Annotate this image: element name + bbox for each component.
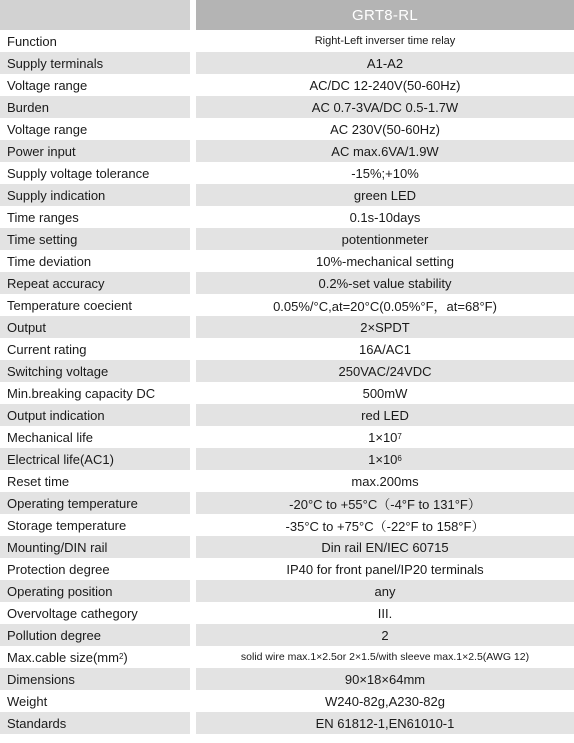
spec-value-text: 16A/AC1 (358, 341, 412, 357)
spec-value-text: max.200ms (351, 473, 419, 489)
table-row (0, 646, 574, 668)
table-row (0, 668, 574, 690)
spec-value (196, 184, 574, 206)
spec-label-text: Storage temperature (7, 517, 127, 533)
spec-value (196, 118, 574, 140)
spec-value-text: 90×18×64mm (344, 671, 426, 687)
spec-value-text: 0.2%-set value stability (318, 275, 452, 291)
spec-value (196, 514, 574, 536)
spec-label-text: Operating position (7, 583, 113, 599)
spec-value (196, 360, 574, 382)
spec-value (196, 30, 574, 52)
spec-value (196, 580, 574, 602)
table-row (0, 250, 574, 272)
spec-label-text: Mechanical life (7, 429, 93, 445)
table-row (0, 404, 574, 426)
spec-label-text: Output indication (7, 407, 105, 423)
spec-label-text: Min.breaking capacity DC (7, 385, 156, 401)
spec-value (196, 382, 574, 404)
spec-value-text: AC 0.7-3VA/DC 0.5-1.7W (311, 99, 459, 115)
spec-value (196, 602, 574, 624)
spec-value (196, 624, 574, 646)
spec-label-text: Electrical life(AC1) (7, 451, 114, 467)
spec-label (0, 536, 190, 558)
spec-label (0, 118, 190, 140)
table-row (0, 96, 574, 118)
spec-label-text: Standards (7, 715, 67, 731)
spec-label-text: Supply indication (7, 187, 106, 203)
spec-label-text: Burden (7, 99, 49, 115)
spec-label (0, 52, 190, 74)
spec-label-text: Power input (7, 143, 76, 159)
spec-label-tail: ) (123, 649, 128, 665)
spec-value-text: Right-Left inverser time relay (314, 35, 456, 47)
spec-label (0, 184, 190, 206)
spec-value-text: potentionmeter (341, 231, 429, 247)
spec-label-text: Reset time (7, 473, 70, 489)
spec-label-text: Voltage range (7, 121, 88, 137)
spec-value: 1×10 6 (196, 448, 574, 470)
spec-label-text: Repeat accuracy (7, 275, 105, 291)
spec-value-text: 500mW (362, 385, 408, 401)
spec-value-text: 2×SPDT (360, 319, 410, 335)
spec-label (0, 162, 190, 184)
spec-value-text: -15%;+10% (351, 165, 419, 181)
spec-label-text: Pollution degree (7, 627, 101, 643)
spec-value-text: 1×10 (368, 429, 398, 445)
spec-label (0, 338, 190, 360)
spec-value-text: W240-82g,A230-82g (325, 693, 445, 709)
spec-value (196, 338, 574, 360)
spec-value (196, 140, 574, 162)
table-row (0, 316, 574, 338)
table-row (0, 360, 574, 382)
spec-value (196, 646, 574, 668)
spec-label-text: Voltage range (7, 77, 88, 93)
spec-value-text: AC/DC 12-240V(50-60Hz) (309, 77, 461, 93)
header-blank-cell (0, 0, 190, 30)
spec-value (196, 74, 574, 96)
spec-value (196, 52, 574, 74)
spec-value (196, 668, 574, 690)
table-row (0, 470, 574, 492)
spec-label (0, 140, 190, 162)
table-row (0, 74, 574, 96)
spec-value (196, 294, 574, 316)
spec-value (196, 316, 574, 338)
table-row (0, 558, 574, 580)
table-row (0, 426, 574, 448)
table-row (0, 338, 574, 360)
table-row (0, 690, 574, 712)
spec-rows (0, 30, 574, 734)
spec-value-text: 10%-mechanical setting (315, 253, 455, 269)
table-row (0, 536, 574, 558)
spec-value (196, 470, 574, 492)
table-row (0, 294, 574, 316)
table-row (0, 52, 574, 74)
table-row (0, 228, 574, 250)
table-row (0, 712, 574, 734)
table-row (0, 140, 574, 162)
spec-value (196, 712, 574, 734)
spec-label (0, 74, 190, 96)
spec-value-text: 1×10 (368, 451, 398, 467)
table-row (0, 30, 574, 52)
spec-label-text: Current rating (7, 341, 87, 357)
spec-value: 1×10 7 (368, 429, 402, 445)
table-row (0, 602, 574, 624)
spec-value (196, 96, 574, 118)
spec-label: Max.cable size(mm 2 ) (7, 649, 128, 665)
spec-label-text: Temperature coecient (7, 297, 133, 313)
spec-value-text: -20°C to +55°C（-4°F to 131°F） (289, 496, 481, 512)
spec-value (196, 492, 574, 514)
spec-label (0, 96, 190, 118)
spec-label (0, 624, 190, 646)
spec-value-text: 0.1s-10days (349, 209, 421, 225)
spec-value (196, 206, 574, 228)
spec-value (196, 162, 574, 184)
spec-value (196, 536, 574, 558)
spec-label (0, 30, 190, 52)
spec-label-text: Operating temperature (7, 495, 138, 511)
spec-label (0, 470, 190, 492)
spec-label-text: Function (7, 33, 57, 49)
spec-value-text: 0.05%/°C,at=20°C(0.05%°F，at=68°F) (273, 298, 497, 314)
model-title: GRT8-RL (196, 0, 574, 30)
table-row (0, 514, 574, 536)
spec-label (0, 558, 190, 580)
spec-value-text: red LED (361, 407, 409, 423)
table-row (0, 624, 574, 646)
spec-value-text: AC 230V(50-60Hz) (330, 121, 440, 137)
table-row (0, 580, 574, 602)
spec-label (0, 492, 190, 514)
spec-label (0, 206, 190, 228)
table-row (0, 448, 574, 470)
spec-value-text: -35°C to +75°C（-22°F to 158°F） (285, 518, 485, 534)
spec-value-text: any (374, 583, 396, 599)
spec-label (0, 294, 190, 316)
spec-label (0, 250, 190, 272)
spec-value-text: AC max.6VA/1.9W (331, 143, 439, 159)
spec-label (0, 316, 190, 338)
spec-value-text: EN 61812-1,EN61010-1 (315, 715, 455, 731)
spec-label-text: Output (7, 319, 47, 335)
table-row (0, 162, 574, 184)
spec-label-text: Supply terminals (7, 55, 104, 71)
spec-label (0, 426, 190, 448)
spec-label (0, 668, 190, 690)
spec-label-text: Overvoltage cathegory (7, 605, 138, 621)
spec-label (0, 404, 190, 426)
spec-label-text: Max.cable size(mm (7, 649, 119, 665)
spec-value-text: IP40 for front panel/IP20 terminals (286, 561, 484, 577)
spec-value (196, 404, 574, 426)
spec-label (0, 228, 190, 250)
spec-label-text: Weight (7, 693, 48, 709)
spec-value (196, 228, 574, 250)
table-row (0, 118, 574, 140)
spec-value (196, 690, 574, 712)
spec-value (196, 272, 574, 294)
table-row (0, 382, 574, 404)
spec-value-text: solid wire max.1×2.5or 2×1.5/with sleeve max.1×2.5(AWG 12) (240, 651, 530, 663)
spec-label (0, 712, 190, 734)
spec-value-text: 250VAC/24VDC (338, 363, 432, 379)
spec-label-text: Protection degree (7, 561, 110, 577)
spec-label (0, 690, 190, 712)
spec-label-text: Time ranges (7, 209, 79, 225)
spec-label (0, 580, 190, 602)
spec-label (0, 382, 190, 404)
spec-label (0, 514, 190, 536)
spec-value-text: Din rail EN/IEC 60715 (321, 539, 449, 555)
spec-label-text: Dimensions (7, 671, 75, 687)
spec-label (0, 272, 190, 294)
table-row (0, 272, 574, 294)
table-header (0, 0, 574, 30)
spec-value-text: III. (377, 605, 393, 621)
spec-value-text: A1-A2 (366, 55, 404, 71)
spec-value (196, 558, 574, 580)
spec-label-text: Switching voltage (7, 363, 109, 379)
spec-label-text: Mounting/DIN rail (7, 539, 108, 555)
spec-value-text: 2 (381, 627, 389, 643)
spec-label-text: Supply voltage tolerance (7, 165, 150, 181)
spec-label (0, 602, 190, 624)
spec-value (196, 250, 574, 272)
spec-label (0, 360, 190, 382)
table-row (0, 206, 574, 228)
spec-value-text: green LED (353, 187, 417, 203)
table-row (0, 184, 574, 206)
spec-label-text: Time deviation (7, 253, 92, 269)
spec-label (0, 448, 190, 470)
table-row (0, 492, 574, 514)
spec-label-text: Time setting (7, 231, 78, 247)
